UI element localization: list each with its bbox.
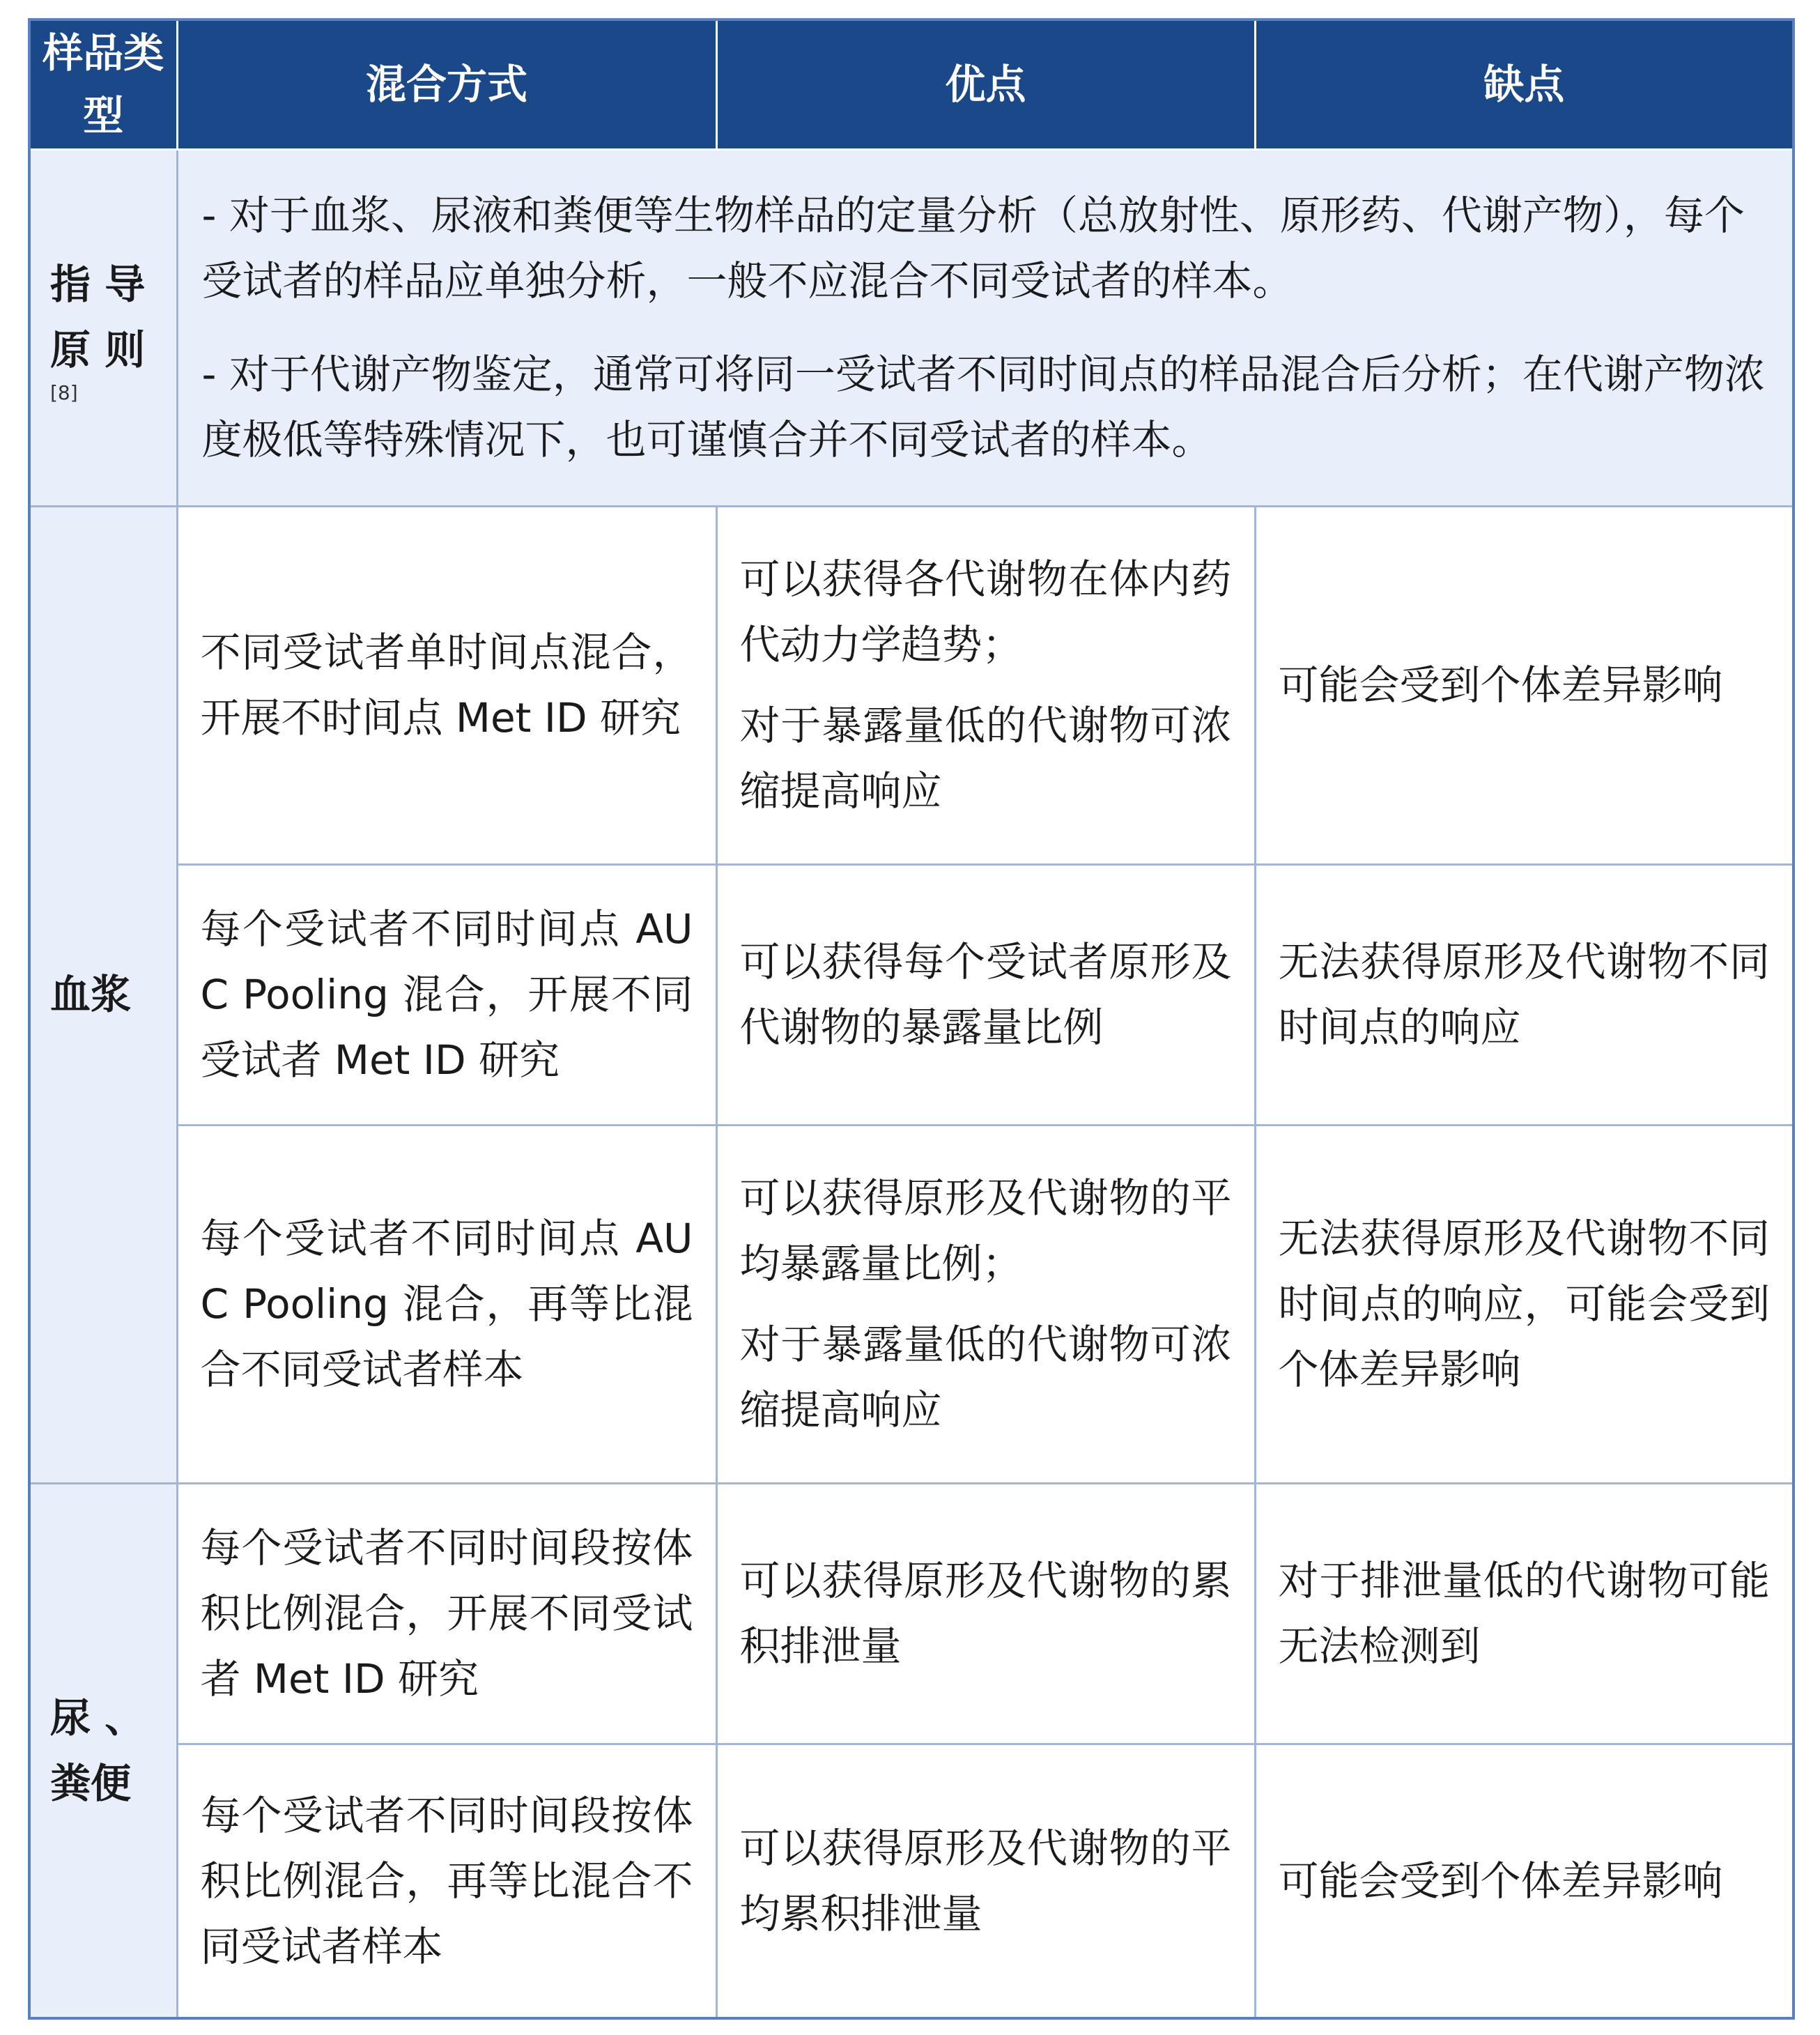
pros-item: 可以获得原形及代谢物的平均暴露量比例； <box>739 1174 1232 1287</box>
pros-cell <box>716 864 1255 1125</box>
sample-type-urine-feces: 尿 、粪便 <box>29 1483 177 2018</box>
table-row <box>29 1744 1794 2018</box>
cons-cell: 可能会受到个体差异影响 <box>1255 506 1794 864</box>
mixing-cell: 每个受试者不同时间段按体积比例混合，再等比混合不同受试者样本 <box>177 1744 716 2018</box>
table-row <box>29 1125 1794 1483</box>
sample-type-plasma: 血浆 <box>29 506 177 1483</box>
pros-cell <box>716 506 1255 864</box>
mixing-cell: 不同受试者单时间点混合，开展不时间点 Met ID 研究 <box>177 506 716 864</box>
cons-cell: 无法获得原形及代谢物不同时间点的响应 <box>1255 864 1794 1125</box>
table-header-row <box>29 20 1794 149</box>
pros-item: 可以获得原形及代谢物的累积排泄量 <box>739 1557 1232 1670</box>
cons-cell: 可能会受到个体差异影响 <box>1255 1744 1794 2018</box>
pros-item: 对于暴露量低的代谢物可浓缩提高响应 <box>739 702 1232 815</box>
header-disadvantages: 缺点 <box>1255 20 1794 149</box>
table-row <box>29 506 1794 864</box>
header-advantages: 优点 <box>716 20 1255 149</box>
table-row <box>29 864 1794 1125</box>
guideline-label: 指 导 原 则 <box>50 261 146 374</box>
mixing-cell: 每个受试者不同时间点 AUC Pooling 混合，开展不同受试者 Met ID 研究 <box>177 864 716 1125</box>
header-sample-type: 样品类型 <box>29 20 177 149</box>
table-row <box>29 1483 1794 1744</box>
pooling-strategy-table <box>28 18 1795 2020</box>
guideline-point: - 对于血浆、尿液和粪便等生物样品的定量分析（总放射性、原形药、代谢产物），每个受试者的样品应单独分析，一般不应混合不同受试者的样本。 <box>201 192 1745 305</box>
pros-cell <box>716 1483 1255 1744</box>
header-mixing-method: 混合方式 <box>177 20 716 149</box>
cons-cell: 无法获得原形及代谢物不同时间点的响应，可能会受到个体差异影响 <box>1255 1125 1794 1483</box>
cons-cell: 对于排泄量低的代谢物可能无法检测到 <box>1255 1483 1794 1744</box>
pros-item: 可以获得每个受试者原形及代谢物的暴露量比例 <box>739 938 1232 1051</box>
mixing-cell: 每个受试者不同时间段按体积比例混合，开展不同受试者 Met ID 研究 <box>177 1483 716 1744</box>
guideline-text-cell <box>177 149 1794 506</box>
guideline-label-cell <box>29 149 177 506</box>
guideline-reference: [8] <box>50 381 78 404</box>
guideline-row <box>29 149 1794 506</box>
pros-cell <box>716 1125 1255 1483</box>
pros-cell <box>716 1744 1255 2018</box>
pros-item: 对于暴露量低的代谢物可浓缩提高响应 <box>739 1321 1232 1434</box>
metid-pooling-table-page <box>28 18 1792 2017</box>
guideline-point: - 对于代谢产物鉴定，通常可将同一受试者不同时间点的样品混合后分析；在代谢产物浓度极低等特殊情况下，也可谨慎合并不同受试者的样本。 <box>201 351 1765 463</box>
mixing-cell: 每个受试者不同时间点 AUC Pooling 混合，再等比混合不同受试者样本 <box>177 1125 716 1483</box>
pros-item: 可以获得各代谢物在体内药代动力学趋势； <box>739 555 1232 668</box>
pros-item: 可以获得原形及代谢物的平均累积排泄量 <box>739 1824 1232 1937</box>
